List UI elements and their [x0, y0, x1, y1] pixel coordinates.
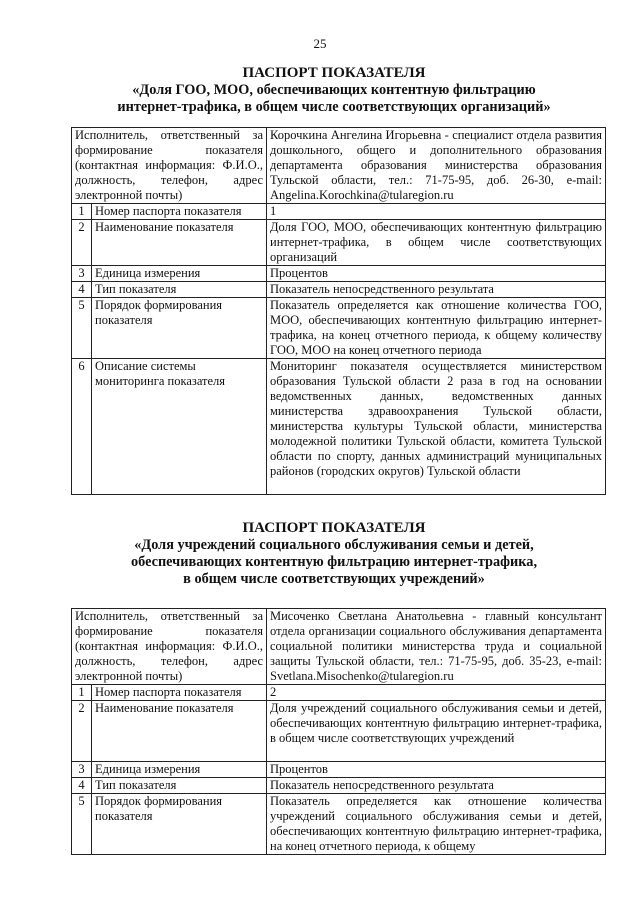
row-label: Номер паспорта показателя [92, 204, 267, 220]
passport-table-1 [71, 127, 606, 495]
executor-value: Корочкина Ангелина Игорьевна - специалист отдела развития дошкольного, общего и дополнительного образования департамента образования министерства образования Тульской области, тел.: 71-75-95, доб. 26-30, e-mail: Angelina.Korochkina@tularegion.ru [267, 128, 606, 204]
table-row [72, 298, 606, 359]
table-row [72, 266, 606, 282]
passport-title-1 [60, 65, 608, 116]
row-label: Порядок формирования показателя [92, 794, 267, 855]
row-number: 1 [72, 204, 92, 220]
row-value: Показатель непосредственного результата [267, 282, 606, 298]
table-row [72, 359, 606, 495]
row-label: Наименование показателя [92, 220, 267, 266]
table-row [72, 282, 606, 298]
passport-title-2 [60, 520, 608, 588]
executor-label: Исполнитель, ответственный за формирование показателя (контактная информация: Ф.И.О., должность, телефон, адрес электронной почты) [72, 609, 267, 685]
row-label: Тип показателя [92, 282, 267, 298]
row-label: Наименование показателя [92, 701, 267, 762]
row-number: 3 [72, 762, 92, 778]
row-number: 3 [72, 266, 92, 282]
title-line: интернет-трафика, в общем числе соответствующих организаций» [117, 99, 551, 115]
executor-value: Мисоченко Светлана Анатольевна - главный консультант отдела организации социального обслуживания департамента социальной политики министерства труда и социальной защиты Тульской области, тел.: 71-75-95, доб. 35-23, e-mail: Svetlana.Misochenko@tularegion.ru [267, 609, 606, 685]
table-row [72, 220, 606, 266]
table-row-executor [72, 609, 606, 685]
row-number: 2 [72, 220, 92, 266]
row-value: 1 [267, 204, 606, 220]
row-label: Порядок формирования показателя [92, 298, 267, 359]
row-number: 1 [72, 685, 92, 701]
title-heading: ПАСПОРТ ПОКАЗАТЕЛЯ [242, 520, 426, 536]
row-label: Единица измерения [92, 762, 267, 778]
title-line: «Доля учреждений социального обслуживания семьи и детей, [134, 537, 534, 553]
title-line: «Доля ГОО, МОО, обеспечивающих контентную фильтрацию [132, 82, 536, 98]
row-value: 2 [267, 685, 606, 701]
row-label: Тип показателя [92, 778, 267, 794]
table-row [72, 778, 606, 794]
row-label: Единица измерения [92, 266, 267, 282]
title-line: в общем числе соответствующих учреждений» [183, 571, 485, 587]
row-number: 6 [72, 359, 92, 495]
table-row [72, 204, 606, 220]
row-label: Номер паспорта показателя [92, 685, 267, 701]
table-row [72, 762, 606, 778]
executor-label: Исполнитель, ответственный за формирование показателя (контактная информация: Ф.И.О., должность, телефон, адрес электронной почты) [72, 128, 267, 204]
row-number: 2 [72, 701, 92, 762]
table-row [72, 794, 606, 855]
row-number: 4 [72, 282, 92, 298]
row-number: 5 [72, 298, 92, 359]
row-value: Доля ГОО, МОО, обеспечивающих контентную фильтрацию интернет-трафика, в общем числе соответствующих организаций [267, 220, 606, 266]
title-heading: ПАСПОРТ ПОКАЗАТЕЛЯ [242, 65, 426, 81]
row-number: 4 [72, 778, 92, 794]
table-row-executor [72, 128, 606, 204]
row-value: Показатель определяется как отношение количества ГОО, МОО, обеспечивающих контентную фильтрацию интернет-трафика, на конец отчетного периода, к общему количеству ГОО, МОО на конец отчетного периода [267, 298, 606, 359]
table-row [72, 685, 606, 701]
row-value: Показатель непосредственного результата [267, 778, 606, 794]
page-number: 25 [313, 36, 327, 51]
row-value: Показатель определяется как отношение количества учреждений социального обслуживания семьи и детей, обеспечивающих контентную фильтрацию интернет-трафика, на конец отчетного периода, к общему [267, 794, 606, 855]
row-value: Мониторинг показателя осуществляется министерством образования Тульской области 2 раза в год на основании ведомственных данных, ведомственных данных министерства здравоохранения Тульской области, министерства культуры Тульской области, министерства молодежной политики Тульской области, комитета Тульской области по спорту, данных администраций муниципальных районов (городских округов) Тульской области [267, 359, 606, 495]
row-value: Доля учреждений социального обслуживания семьи и детей, обеспечивающих контентную фильтрацию интернет-трафика, в общем числе соответствующих учреждений [267, 701, 606, 762]
passport-table-2 [71, 608, 606, 855]
table-row [72, 701, 606, 762]
row-label: Описание системы мониторинга показателя [92, 359, 267, 495]
row-value: Процентов [267, 762, 606, 778]
row-value: Процентов [267, 266, 606, 282]
title-line: обеспечивающих контентную фильтрацию интернет-трафика, [130, 554, 538, 570]
row-number: 5 [72, 794, 92, 855]
